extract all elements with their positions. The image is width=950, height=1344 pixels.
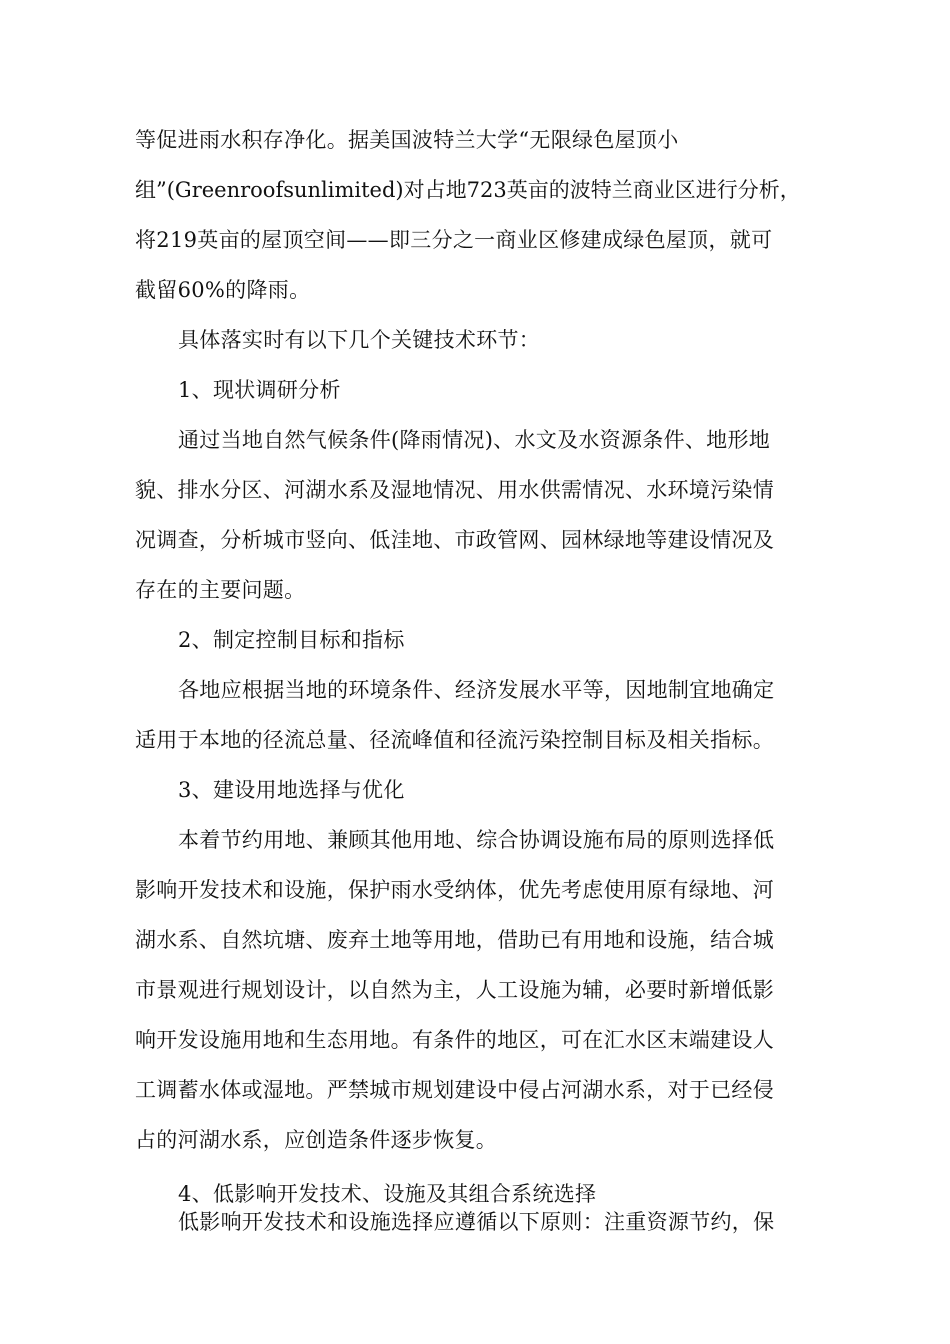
paragraph-line: 各地应根据当地的环境条件、经济发展水平等，因地制宜地确定 — [178, 678, 775, 702]
paragraph-line: 湖水系、自然坑塘、废弃土地等用地，借助已有用地和设施，结合城 — [135, 928, 774, 952]
section-heading: 4、低影响开发技术、设施及其组合系统选择 — [178, 1182, 597, 1206]
paragraph-line: 通过当地自然气候条件(降雨情况)、水文及水资源条件、地形地 — [178, 428, 771, 452]
paragraph-line: 市景观进行规划设计，以自然为主，人工设施为辅，必要时新增低影 — [135, 978, 774, 1002]
paragraph-line: 等促进雨水积存净化。据美国波特兰大学“无限绿色屋顶小 — [135, 128, 679, 152]
paragraph-line: 适用于本地的径流总量、径流峰值和径流污染控制目标及相关指标。 — [135, 728, 774, 752]
section-heading: 1、现状调研分析 — [178, 378, 341, 402]
paragraph-line: 貌、排水分区、河湖水系及湿地情况、用水供需情况、水环境污染情 — [135, 478, 774, 502]
section-heading: 2、制定控制目标和指标 — [178, 628, 405, 652]
paragraph-line: 占的河湖水系，应创造条件逐步恢复。 — [135, 1128, 498, 1152]
paragraph-line: 影响开发技术和设施，保护雨水受纳体，优先考虑使用原有绿地、河 — [135, 878, 774, 902]
paragraph-line: 响开发设施用地和生态用地。有条件的地区，可在汇水区末端建设人 — [135, 1028, 774, 1052]
paragraph-line: 低影响开发技术和设施选择应遵循以下原则：注重资源节约，保 — [178, 1210, 775, 1234]
paragraph-line: 组”(Greenroofsunlimited)对占地723英亩的波特兰商业区进行分析， — [135, 178, 801, 202]
paragraph-line: 存在的主要问题。 — [135, 578, 306, 602]
section-heading: 3、建设用地选择与优化 — [178, 778, 405, 802]
paragraph-line: 将219英亩的屋顶空间——即三分之一商业区修建成绿色屋顶，就可 — [135, 228, 773, 252]
paragraph-line: 截留60%的降雨。 — [135, 278, 311, 302]
paragraph-line: 本着节约用地、兼顾其他用地、综合协调设施布局的原则选择低 — [178, 828, 775, 852]
paragraph-line: 具体落实时有以下几个关键技术环节： — [178, 328, 541, 352]
paragraph-line: 工调蓄水体或湿地。严禁城市规划建设中侵占河湖水系，对于已经侵 — [135, 1078, 774, 1102]
paragraph-line: 况调查，分析城市竖向、低洼地、市政管网、园林绿地等建设情况及 — [135, 528, 774, 552]
